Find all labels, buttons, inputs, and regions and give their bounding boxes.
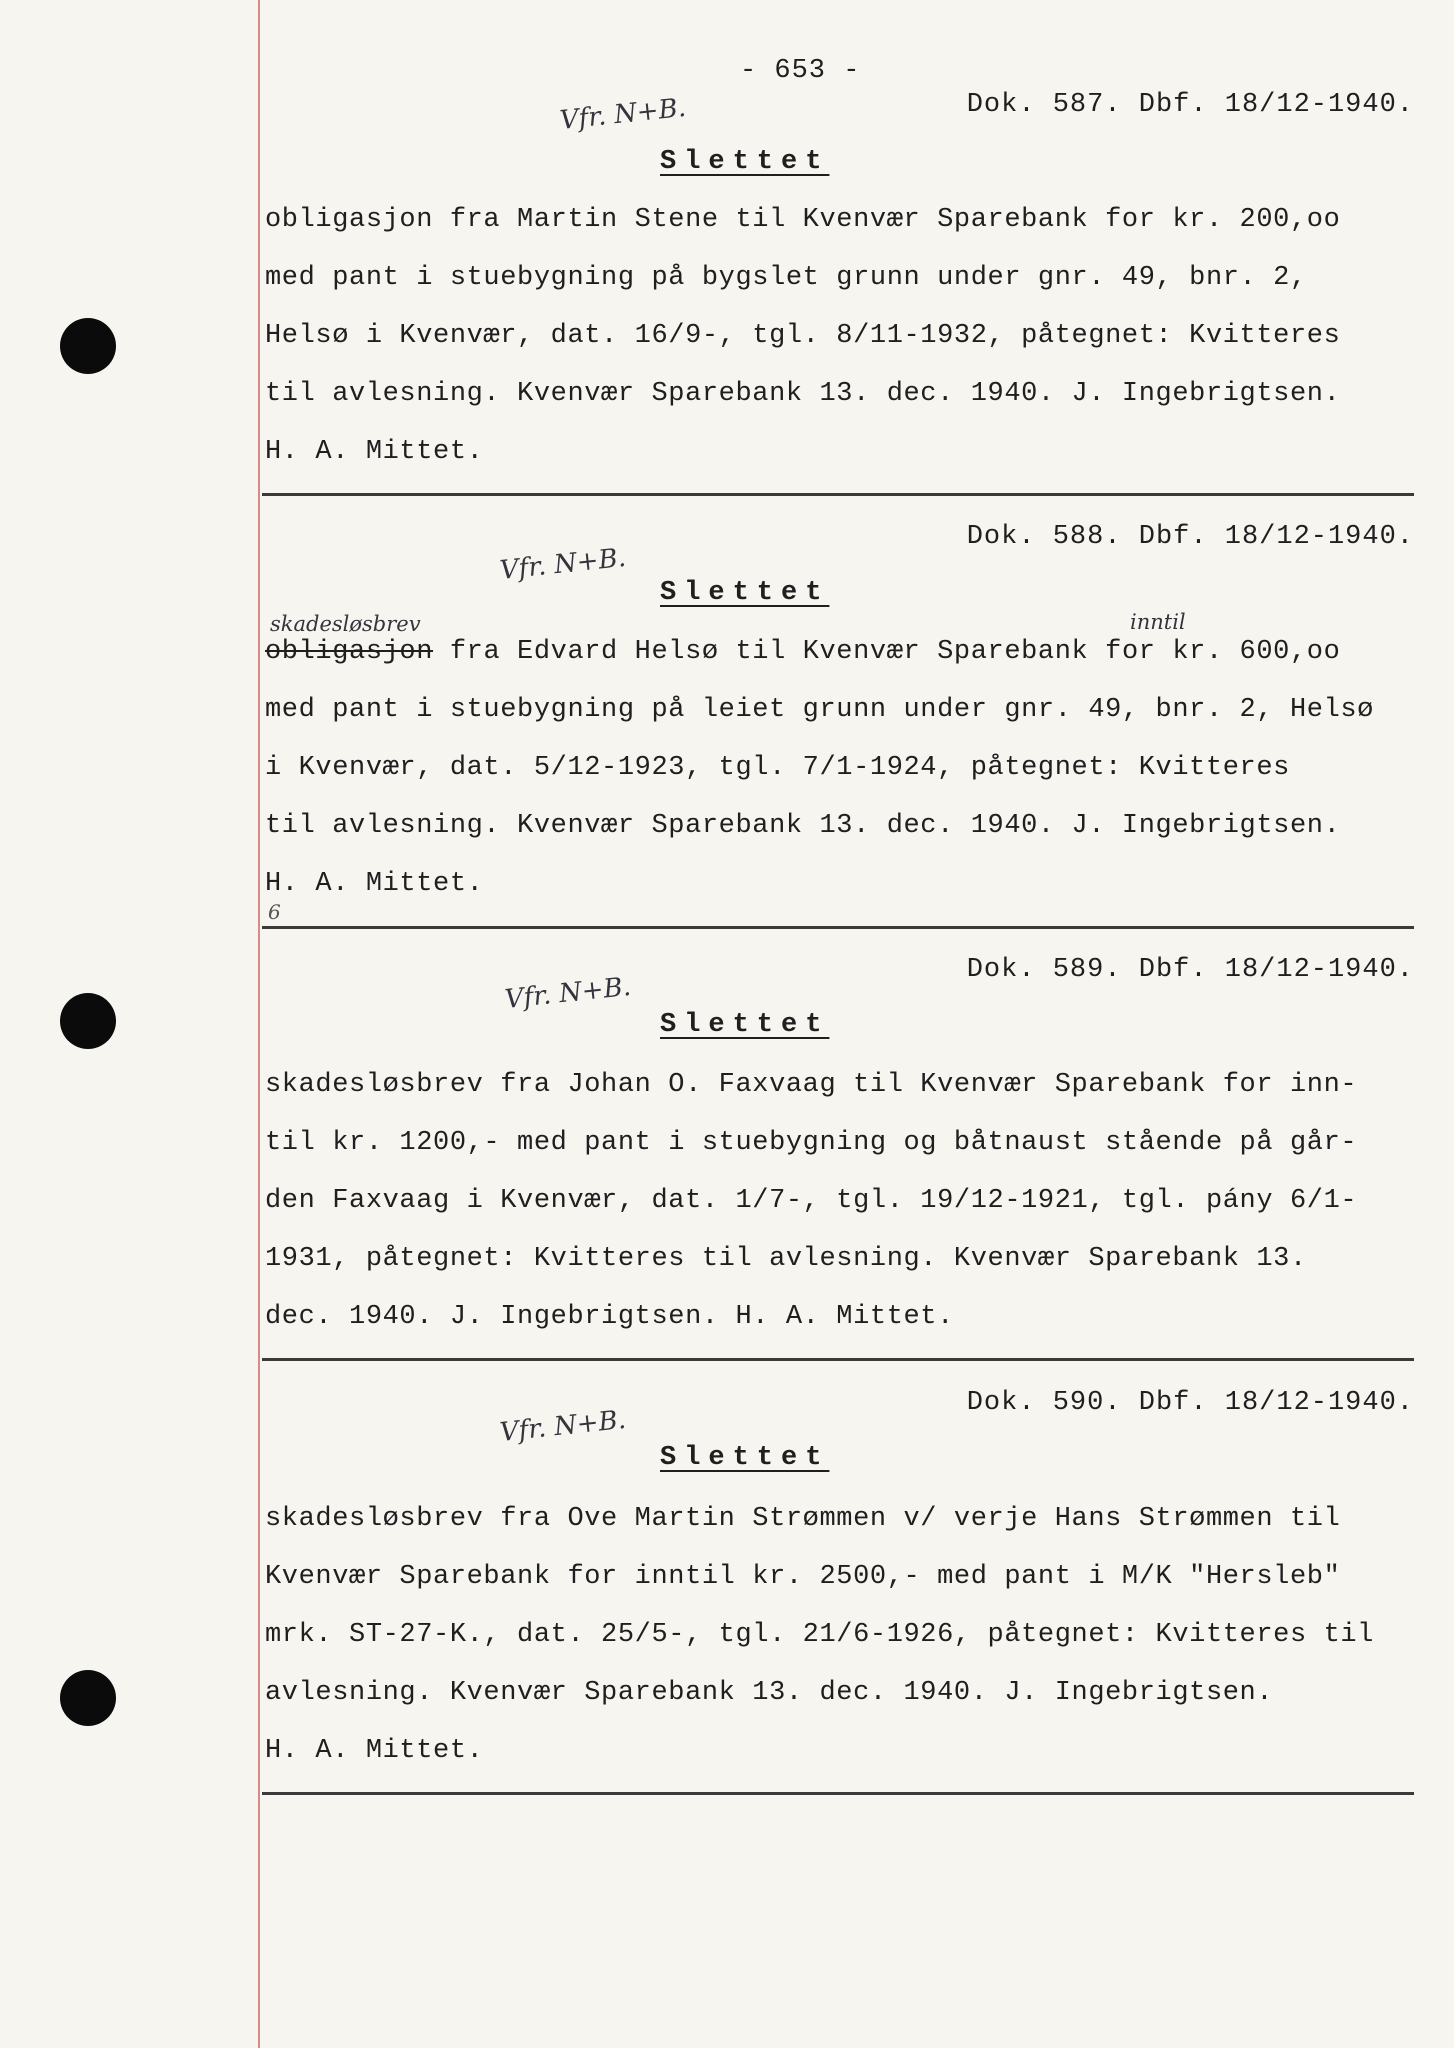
page-number: - 653 - bbox=[740, 56, 861, 86]
entry-line: obligasjon fra Martin Stene til Kvenvær Sparebank for kr. 200,oo bbox=[265, 205, 1341, 235]
entry-line: dec. 1940. J. Ingebrigtsen. H. A. Mittet. bbox=[265, 1302, 954, 1332]
entry-header: Dok. 588. Dbf. 18/12-1940. bbox=[966, 522, 1414, 552]
entry-line bbox=[265, 637, 1340, 667]
section-divider bbox=[262, 1358, 1414, 1361]
entry-line: H. A. Mittet. bbox=[265, 869, 484, 899]
entry-header: Dok. 590. Dbf. 18/12-1940. bbox=[966, 1388, 1414, 1418]
entry-header: Dok. 587. Dbf. 18/12-1940. bbox=[966, 90, 1414, 120]
entry-line: den Faxvaag i Kvenvær, dat. 1/7-, tgl. 19/12-1921, tgl. pány 6/1- bbox=[265, 1186, 1358, 1216]
margin-note: Vfr. N+B. bbox=[558, 92, 688, 136]
margin-rule bbox=[258, 0, 260, 2048]
struck-word: obligasjon bbox=[265, 637, 434, 667]
entry-line: med pant i stuebygning på bygslet grunn under gnr. 49, bnr. 2, bbox=[265, 263, 1307, 293]
punch-hole bbox=[60, 1670, 116, 1726]
punch-hole bbox=[60, 993, 116, 1049]
entry-line: til avlesning. Kvenvær Sparebank 13. dec. 1940. J. Ingebrigtsen. bbox=[265, 811, 1341, 841]
entry-line: i Kvenvær, dat. 5/12-1923, tgl. 7/1-1924, påtegnet: Kvitteres bbox=[265, 753, 1290, 783]
entry-line: skadesløsbrev fra Johan O. Faxvaag til Kvenvær Sparebank for inn- bbox=[265, 1070, 1358, 1100]
entry-header: Dok. 589. Dbf. 18/12-1940. bbox=[966, 955, 1414, 985]
entry-line: med pant i stuebygning på leiet grunn under gnr. 49, bnr. 2, Helsø bbox=[265, 695, 1374, 725]
entry-heading: Slettet bbox=[660, 1010, 830, 1040]
entry-line: mrk. ST-27-K., dat. 25/5-, tgl. 21/6-1926, påtegnet: Kvitteres til bbox=[265, 1620, 1374, 1650]
entry-heading: Slettet bbox=[660, 147, 830, 177]
entry-heading: Slettet bbox=[660, 578, 830, 608]
handwritten-insert: skadesløsbrev bbox=[270, 612, 421, 636]
entry-line: til kr. 1200,- med pant i stuebygning og båtnaust stående på går- bbox=[265, 1128, 1358, 1158]
entry-line: avlesning. Kvenvær Sparebank 13. dec. 1940. J. Ingebrigtsen. bbox=[265, 1678, 1274, 1708]
entry-line: skadesløsbrev fra Ove Martin Strømmen v/ verje Hans Strømmen til bbox=[265, 1504, 1341, 1534]
margin-note: Vfr. N+B. bbox=[498, 1404, 628, 1448]
entry-line: Kvenvær Sparebank for inntil kr. 2500,- med pant i M/K "Hersleb" bbox=[265, 1562, 1341, 1592]
entry-line: 1931, påtegnet: Kvitteres til avlesning. Kvenvær Sparebank 13. bbox=[265, 1244, 1307, 1274]
entry-line: til avlesning. Kvenvær Sparebank 13. dec. 1940. J. Ingebrigtsen. bbox=[265, 379, 1341, 409]
entry-line: Helsø i Kvenvær, dat. 16/9-, tgl. 8/11-1932, påtegnet: Kvitteres bbox=[265, 321, 1341, 351]
section-divider bbox=[262, 926, 1414, 929]
entry-line-rest: fra Edvard Helsø til Kvenvær Sparebank for kr. 600,oo bbox=[433, 637, 1341, 667]
section-divider bbox=[262, 493, 1414, 496]
punch-hole bbox=[60, 318, 116, 374]
margin-note: Vfr. N+B. bbox=[503, 971, 633, 1015]
entry-heading: Slettet bbox=[660, 1443, 830, 1473]
entry-line: H. A. Mittet. bbox=[265, 1736, 484, 1766]
small-mark: 6 bbox=[268, 900, 281, 924]
section-divider bbox=[262, 1792, 1414, 1795]
handwritten-insert: inntil bbox=[1130, 610, 1186, 634]
margin-note: Vfr. N+B. bbox=[498, 542, 628, 586]
entry-line: H. A. Mittet. bbox=[265, 437, 484, 467]
